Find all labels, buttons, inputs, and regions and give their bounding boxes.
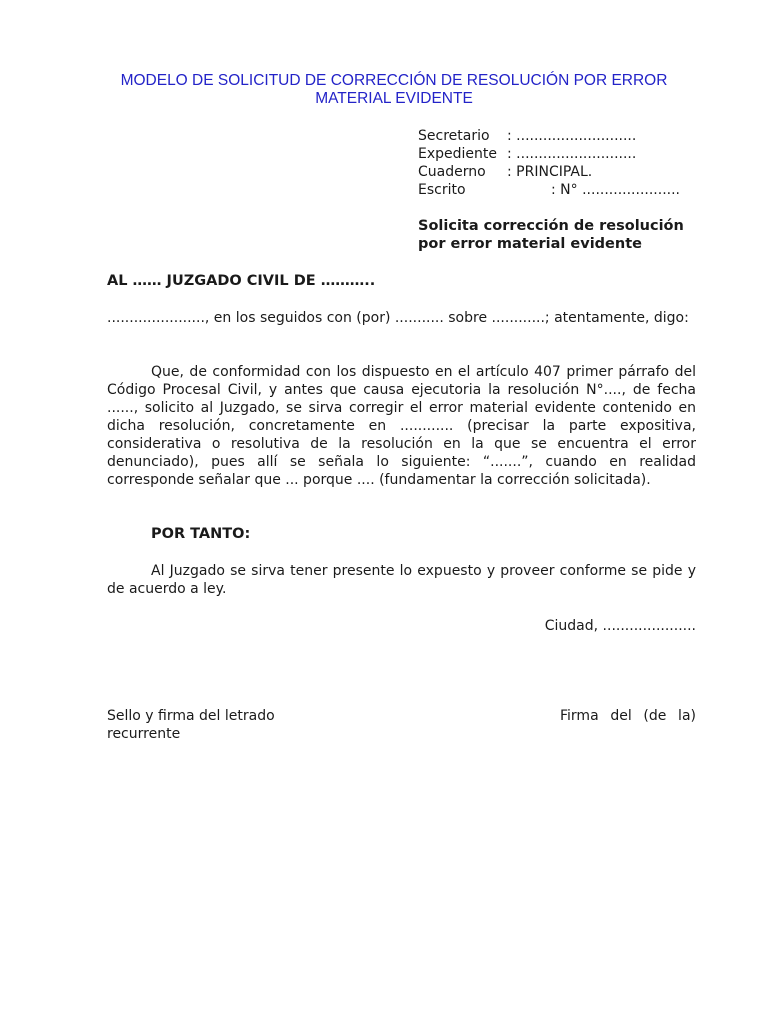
meta-row-expediente — [418, 145, 680, 163]
meta-row-secretario — [418, 127, 680, 145]
title-line-2: MATERIAL EVIDENTE — [315, 90, 473, 107]
body-paragraph: Que, de conformidad con los dispuesto en el artículo 407 primer párrafo del Código Procesal Civil, y antes que causa ejecutoria la resolución N°...., de fecha ......, solicito al Juzgado, se sirva corregir el error material evidente contenido en dicha resolución, concretamente en ............ (precisar la parte expositiva, considerativa o resolutiva de la resolución en la que se encuentra el error denunciado), pues allí se señala lo siguiente: “.......”, cuando en realidad corresponde señalar que ... porque .... (fundamentar la corrección solicitada). — [107, 364, 696, 488]
title-line-1: MODELO DE SOLICITUD DE CORRECCIÓN DE RESOLUCIÓN POR ERROR — [120, 72, 668, 89]
lawyer-signature-caption: Sello y firma del letrado recurrente — [107, 708, 275, 742]
secretario-value: : ........................... — [507, 128, 637, 144]
secretario-label: Secretario — [418, 128, 490, 144]
city-date-line: Ciudad, ..................... — [544, 618, 696, 634]
por-tanto-heading: POR TANTO: — [151, 526, 251, 542]
subject-line-2: por error material evidente — [418, 236, 642, 252]
request-paragraph: Al Juzgado se sirva tener presente lo expuesto y proveer conforme se pide y de acuerdo a ley. — [107, 563, 696, 597]
expediente-label: Expediente — [418, 146, 497, 162]
escrito-value: : N° ...................... — [551, 182, 680, 198]
cuaderno-value: : PRINCIPAL. — [507, 164, 593, 180]
cuaderno-label: Cuaderno — [418, 164, 486, 180]
addressee-heading: AL …… JUZGADO CIVIL DE ……….. — [107, 273, 376, 289]
case-metadata — [418, 127, 680, 199]
intro-paragraph: ......................, en los seguidos con (por) ........... sobre ............; atentamente, digo: — [107, 310, 689, 326]
expediente-value: : ........................... — [507, 146, 637, 162]
subject-line-1: Solicita corrección de resolución — [418, 218, 684, 234]
escrito-label: Escrito — [418, 182, 466, 198]
meta-row-escrito — [418, 181, 680, 199]
document-title — [60, 72, 728, 108]
meta-row-cuaderno — [418, 163, 680, 181]
party-signature-caption: Firma del (de la) — [560, 708, 696, 724]
subject-summary — [418, 217, 708, 253]
